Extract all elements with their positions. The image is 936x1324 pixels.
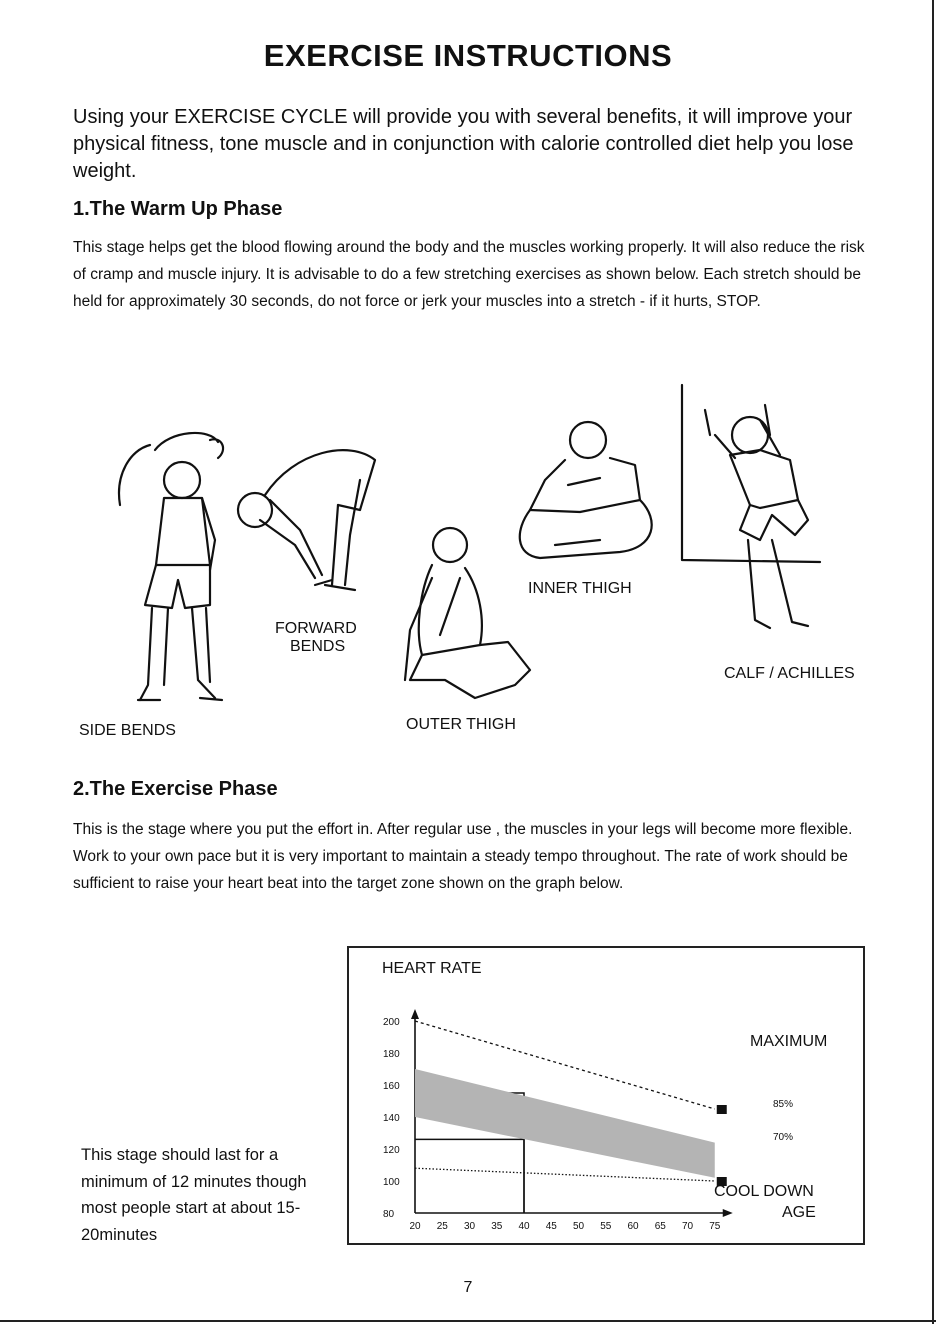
cool-down-label: COOL DOWN bbox=[714, 1183, 814, 1200]
target-zone-band bbox=[415, 1069, 715, 1178]
exercise-paragraph: This is the stage where you put the effort in. After regular use , the muscles in your legs will become more flexible. Work to your own pace but it is very important to maintain a steady tempo throughout. The rate of work should be sufficient to raise your heart beat into the target zone shown on the graph below. bbox=[73, 821, 853, 892]
forward-bends-figure bbox=[238, 450, 375, 590]
maximum-marker bbox=[717, 1105, 727, 1114]
label-calf-achilles: CALF / ACHILLES bbox=[724, 665, 855, 682]
x-tick-label: 35 bbox=[491, 1221, 503, 1232]
x-tick-label: 65 bbox=[654, 1221, 666, 1232]
label-outer-thigh: OUTER THIGH bbox=[406, 716, 516, 733]
x-tick-label: 75 bbox=[709, 1221, 721, 1232]
warmup-paragraph: This stage helps get the blood flowing around the body and the muscles working properly. It will also reduce the risk of cramp and muscle injury. It is advisable to do a few stretching exercises as shown below. Each stretch should be held for approximately 30 seconds, do not force or jerk your muscles into a stretch - if it hurts, STOP. bbox=[73, 239, 865, 310]
heart-rate-chart-svg bbox=[349, 948, 863, 1243]
label-70-percent: 70% bbox=[773, 1132, 794, 1143]
stretch-illustrations bbox=[60, 380, 880, 760]
warmup-heading: 1.The Warm Up Phase bbox=[73, 198, 283, 220]
label-85-percent: 85% bbox=[773, 1099, 794, 1110]
exercise-heading: 2.The Exercise Phase bbox=[73, 778, 278, 800]
label-forward-bends-line1: FORWARD bbox=[275, 620, 357, 637]
exercise-duration-note: This stage should last for a minimum of 12 minutes though most people start at about 15-20minutes bbox=[81, 1146, 307, 1244]
y-tick-label: 100 bbox=[383, 1177, 400, 1188]
intro-paragraph: Using your EXERCISE CYCLE will provide you with several benefits, it will improve your physical fitness, tone muscle and in conjunction with calorie controlled diet help you lose weight. bbox=[73, 106, 854, 182]
label-side-bends: SIDE BENDS bbox=[79, 722, 176, 739]
x-tick-label: 60 bbox=[627, 1221, 639, 1232]
label-inner-thigh: INNER THIGH bbox=[528, 580, 632, 597]
side-bends-figure bbox=[119, 433, 223, 700]
x-tick-label: 40 bbox=[518, 1221, 530, 1232]
y-tick-label: 200 bbox=[383, 1017, 400, 1028]
reference-line-2 bbox=[415, 1139, 524, 1213]
y-axis-title: HEART RATE bbox=[382, 960, 482, 977]
x-tick-label: 45 bbox=[545, 1221, 557, 1232]
x-axis-title: AGE bbox=[782, 1204, 816, 1221]
x-tick-label: 70 bbox=[681, 1221, 694, 1232]
heart-rate-chart bbox=[347, 946, 865, 1245]
page-number: 7 bbox=[463, 1279, 473, 1296]
x-tick-label: 20 bbox=[409, 1221, 421, 1232]
y-tick-label: 140 bbox=[383, 1113, 400, 1124]
page-title: EXERCISE INSTRUCTIONS bbox=[263, 38, 673, 73]
x-tick-label: 55 bbox=[600, 1221, 612, 1232]
calf-achilles-figure bbox=[682, 385, 820, 628]
y-tick-label: 180 bbox=[383, 1049, 400, 1060]
page-border-bottom bbox=[0, 1320, 936, 1322]
stretch-figures-art bbox=[60, 380, 880, 760]
label-forward-bends-line2: BENDS bbox=[290, 638, 346, 655]
y-tick-label: 80 bbox=[383, 1209, 395, 1220]
cool-down-line bbox=[415, 1168, 715, 1181]
x-tick-label: 30 bbox=[463, 1221, 476, 1232]
x-tick-label: 25 bbox=[436, 1221, 448, 1232]
x-tick-label: 50 bbox=[572, 1221, 585, 1232]
inner-thigh-figure bbox=[520, 422, 652, 558]
outer-thigh-figure bbox=[405, 528, 530, 698]
maximum-label: MAXIMUM bbox=[750, 1033, 828, 1050]
y-tick-label: 160 bbox=[383, 1081, 400, 1092]
y-tick-label: 120 bbox=[383, 1145, 400, 1156]
page-border-right bbox=[932, 0, 934, 1324]
